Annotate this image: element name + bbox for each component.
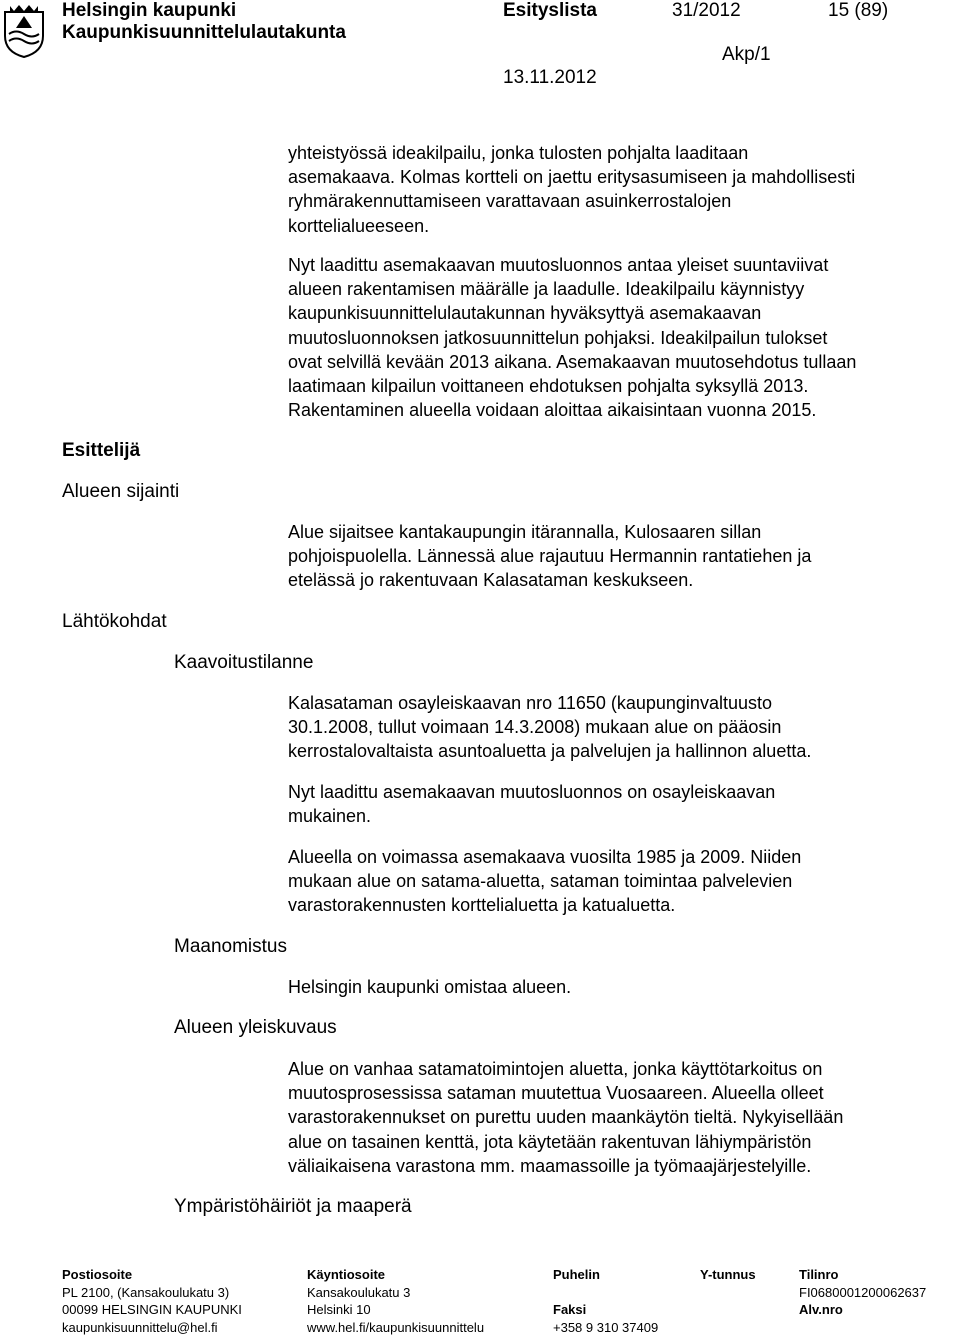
header-doc-type: Esityslista [503, 0, 597, 22]
city-crest-icon [2, 2, 46, 58]
footer-heading: Y-tunnus [700, 1266, 756, 1284]
footer-heading: Alv.nro [799, 1301, 926, 1319]
paragraph-current-plans [288, 845, 928, 918]
footer-heading: Tilinro [799, 1266, 926, 1284]
header-date: 13.11.2012 [503, 67, 597, 89]
text-line: mukainen. [288, 804, 928, 828]
text-line: asemakaava. Kolmas kortteli on jaettu eritysasumiseen ja mahdollisesti [288, 165, 928, 189]
header-org: Helsingin kaupunki [62, 0, 236, 22]
text-line: varastorakennusten korttelialuetta ja katualuetta. [288, 893, 928, 917]
footer-fax-number: +358 9 310 37409 [553, 1319, 658, 1336]
text-line: Alue sijaitsee kantakaupungin itärannalla, Kulosaaren sillan [288, 520, 928, 544]
text-line: yhteistyössä ideakilpailu, jonka tulosten pohjalta laaditaan [288, 141, 928, 165]
label-area-description: Alueen yleiskuvaus [174, 1016, 337, 1040]
footer-line: 00099 HELSINGIN KAUPUNKI [62, 1301, 242, 1319]
text-line: ovat selvillä kevään 2013 aikana. Asemakaavan muutosehdotus tullaan [288, 350, 928, 374]
footer-heading: Käyntiosoite [307, 1266, 484, 1284]
label-planning-status: Kaavoitustilanne [174, 651, 313, 675]
header-board: Kaupunkisuunnittelulautakunta [62, 22, 346, 44]
footer-postal-address [62, 1266, 242, 1336]
text-line: 30.1.2008, tullut voimaan 14.3.2008) mukaan alue on pääosin [288, 715, 928, 739]
footer-line: Helsinki 10 [307, 1301, 484, 1319]
text-line: pohjoispuolella. Lännessä alue rajautuu Hermannin rantatiehen ja [288, 544, 928, 568]
footer-visit-address [307, 1266, 484, 1336]
text-line: Kalasataman osayleiskaavan nro 11650 (kaupunginvaltuusto [288, 691, 928, 715]
footer-line: PL 2100, (Kansakoulukatu 3) [62, 1284, 242, 1302]
text-line: mukaan alue on satama-aluetta, sataman toimintaa palvelevien [288, 869, 928, 893]
label-land-owner: Maanomistus [174, 935, 287, 959]
text-line: Nyt laadittu asemakaavan muutosluonnos antaa yleiset suuntaviivat [288, 253, 928, 277]
paragraph-master-plan [288, 691, 928, 764]
footer-phone-fax [553, 1266, 658, 1336]
footer-account [799, 1266, 926, 1319]
label-location: Alueen sijainti [62, 480, 179, 504]
footer-heading: Faksi [553, 1301, 658, 1319]
text-line: etelässä jo rakentuvaan Kalasataman keskukseen. [288, 568, 928, 592]
footer-email: kaupunkisuunnittelu@hel.fi [62, 1319, 242, 1336]
label-presenter: Esittelijä [62, 439, 140, 463]
paragraph-ownership [288, 975, 928, 999]
text-line: Rakentaminen alueella voidaan aloittaa aikaisintaan vuonna 2015. [288, 398, 928, 422]
footer-business-id [700, 1266, 756, 1284]
paragraph-draft [288, 253, 928, 422]
text-line: Nyt laadittu asemakaavan muutosluonnos on osayleiskaavan [288, 780, 928, 804]
paragraph-intro [288, 141, 928, 238]
text-line: kaupunkisuunnittelulautakunnan hyväksyttyä asemakaavan [288, 301, 928, 325]
text-line: laatimaan kilpailun voittaneen ehdotuksen pohjalta syksyllä 2013. [288, 374, 928, 398]
footer-heading: Postiosoite [62, 1266, 242, 1284]
paragraph-location [288, 520, 928, 593]
text-line: Alue on vanhaa satamatoimintojen aluetta, jonka käyttötarkoitus on [288, 1057, 928, 1081]
footer-website: www.hel.fi/kaupunkisuunnittelu [307, 1319, 484, 1336]
header-item-code: Akp/1 [722, 44, 771, 66]
footer-heading: Puhelin [553, 1266, 658, 1284]
header-page-count: 15 (89) [828, 0, 888, 22]
text-line: väliaikaisena varastona mm. maamassoille ja työmaajärjestelyille. [288, 1154, 928, 1178]
footer-line: Kansakoulukatu 3 [307, 1284, 484, 1302]
text-line: ryhmärakennuttamiseen varattavaan asuinkerrostalojen [288, 189, 928, 213]
footer-account-number: FI0680001200062637 [799, 1284, 926, 1302]
text-line: muutosprosessissa sataman muutettua Vuosaareen. Alueella olleet [288, 1081, 928, 1105]
paragraph-conformity [288, 780, 928, 828]
text-line: alue on tasainen kenttä, jota käytetään rakentuvan lähiympäristön [288, 1130, 928, 1154]
text-line: muutosluonnoksen jatkosuunnittelun pohjaksi. Ideakilpailun tulokset [288, 326, 928, 350]
label-environment-soil: Ympäristöhäiriöt ja maaperä [174, 1195, 412, 1219]
label-premises: Lähtökohdat [62, 610, 167, 634]
text-line: alueen rakentamisen määrälle ja laadulle. Ideakilpailu käynnistyy [288, 277, 928, 301]
text-line: kerrostalovaltaista asuntoaluetta ja palvelujen ja hallinnon aluetta. [288, 739, 928, 763]
header-doc-number: 31/2012 [672, 0, 741, 22]
text-line: korttelialueeseen. [288, 214, 928, 238]
paragraph-overview [288, 1057, 928, 1178]
text-line: Alueella on voimassa asemakaava vuosilta 1985 ja 2009. Niiden [288, 845, 928, 869]
text-line: Helsingin kaupunki omistaa alueen. [288, 975, 928, 999]
text-line: varastorakennukset on purettu uuden maankäytön tieltä. Nykyisellään [288, 1105, 928, 1129]
